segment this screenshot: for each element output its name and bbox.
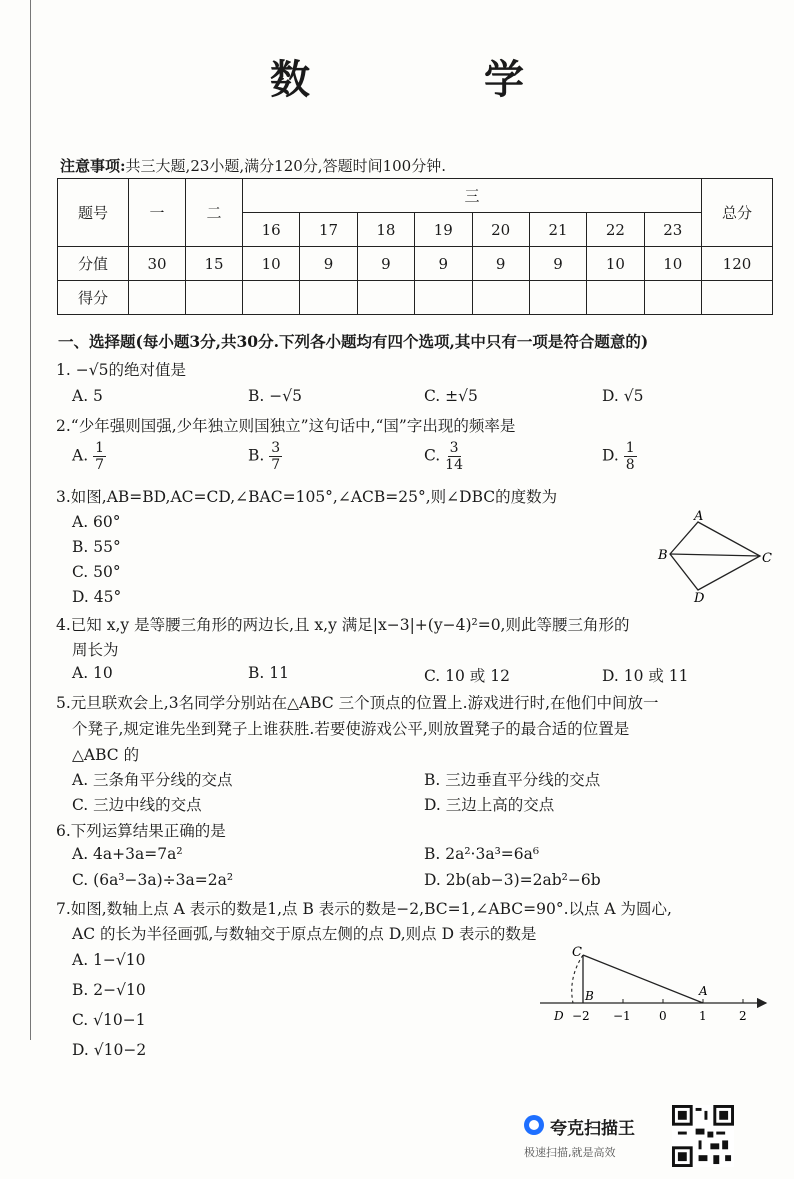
score-input[interactable] xyxy=(415,281,472,315)
q5-stem-line2: 个凳子,规定谁先坐到凳子上谁获胜.若要使游戏公平,则放置凳子的最合适的位置是 xyxy=(72,720,630,738)
cell-sub: 18 xyxy=(357,213,414,247)
q3-figure xyxy=(652,508,782,604)
q7-stem-line2: AC 的长为半径画弧,与数轴交于原点左侧的点 D,则点 D 表示的数是 xyxy=(72,925,537,943)
cell-value: 9 xyxy=(415,247,472,281)
q7-figure xyxy=(538,940,774,1030)
cell-col3: 三 xyxy=(243,179,702,213)
q1-option-b: B. −√5 xyxy=(248,387,302,405)
q6-option-b: B. 2a²·3a³=6a⁶ xyxy=(424,845,540,863)
q7-tick-label: 0 xyxy=(659,1009,667,1023)
q7-option-a: A. 1−√10 xyxy=(72,951,146,969)
q5-option-d: D. 三边上高的交点 xyxy=(424,796,555,814)
q5-option-a: A. 三条角平分线的交点 xyxy=(72,771,233,789)
cell-value: 9 xyxy=(472,247,529,281)
cell-value: 9 xyxy=(300,247,357,281)
q3-label-c: C xyxy=(762,551,772,566)
q2-option-d: D. $\frac{1}{8}$ xyxy=(602,440,635,473)
q6-stem: 6.下列运算结果正确的是 xyxy=(56,822,226,840)
scanner-logo-icon xyxy=(522,1113,546,1137)
cell-sub: 16 xyxy=(243,213,300,247)
notice xyxy=(60,155,446,176)
score-input[interactable] xyxy=(300,281,357,315)
q7-tick-label: −2 xyxy=(572,1009,590,1023)
cell-value: 10 xyxy=(243,247,300,281)
scanner-watermark xyxy=(522,1110,672,1160)
q6-option-d: D. 2b(ab−3)=2ab²−6b xyxy=(424,871,601,889)
q1-option-c: C. ±√5 xyxy=(424,387,478,405)
cell-sub: 20 xyxy=(472,213,529,247)
section-title: 一、选择题(每小题3分,共30分.下列各小题均有四个选项,其中只有一项是符合题意的) xyxy=(58,332,649,351)
q3-option-a: A. 60° xyxy=(72,513,121,531)
q4-option-d: D. 10 或 11 xyxy=(602,667,689,685)
score-table xyxy=(57,178,773,315)
notice-label: 注意事项: xyxy=(60,157,126,175)
page-title: 数 学 xyxy=(270,56,604,103)
q2-option-a: A. $\frac{1}{7}$ xyxy=(72,440,104,473)
q7-stem-line1: 7.如图,数轴上点 A 表示的数是1,点 B 表示的数是−2,BC=1,∠ABC=90°.以点 A 为圆心, xyxy=(56,900,672,918)
cell-sub: 17 xyxy=(300,213,357,247)
score-input[interactable] xyxy=(129,281,186,315)
q4-option-c: C. 10 或 12 xyxy=(424,667,510,685)
q1-stem: 1. −√5的绝对值是 xyxy=(56,361,186,379)
cell-defen-label: 得分 xyxy=(58,281,129,315)
q7-label-c: C xyxy=(572,945,582,960)
cell-value: 30 xyxy=(129,247,186,281)
score-input[interactable] xyxy=(587,281,644,315)
cell-tihao: 题号 xyxy=(58,179,129,247)
cell-fenzhi-label: 分值 xyxy=(58,247,129,281)
cell-value: 120 xyxy=(702,247,773,281)
score-input[interactable] xyxy=(243,281,300,315)
q6-option-a: A. 4a+3a=7a² xyxy=(72,845,183,863)
score-input[interactable] xyxy=(702,281,773,315)
q7-tick-label: −1 xyxy=(613,1009,631,1023)
q4-stem-line2: 周长为 xyxy=(72,641,119,659)
qr-code-icon xyxy=(672,1105,734,1167)
q1-option-d: D. √5 xyxy=(602,387,644,405)
q2-option-c: C. $\frac{3}{14}$ xyxy=(424,440,463,473)
q7-option-c: C. √10−1 xyxy=(72,1011,146,1029)
score-input[interactable] xyxy=(529,281,586,315)
q7-label-a: A xyxy=(699,984,708,998)
q4-option-a: A. 10 xyxy=(72,664,113,682)
q3-option-d: D. 45° xyxy=(72,588,122,606)
q5-stem-line1: 5.元旦联欢会上,3名同学分别站在△ABC 三个顶点的位置上.游戏进行时,在他们中间放一 xyxy=(56,694,659,712)
q5-stem-line3: △ABC 的 xyxy=(72,746,140,764)
q2-stem: 2.“少年强则国强,少年独立则国独立”这句话中,“国”字出现的频率是 xyxy=(56,417,516,435)
q4-option-b: B. 11 xyxy=(248,664,289,682)
cell-sub: 19 xyxy=(415,213,472,247)
q5-option-c: C. 三边中线的交点 xyxy=(72,796,202,814)
scanner-brand: 夸克扫描王 xyxy=(550,1119,635,1139)
cell-value: 10 xyxy=(644,247,701,281)
q3-label-b: B xyxy=(658,548,668,563)
cell-value: 9 xyxy=(529,247,586,281)
scanner-slogan: 极速扫描,就是高效 xyxy=(524,1146,616,1159)
q3-option-b: B. 55° xyxy=(72,538,121,556)
q7-tick-label: 2 xyxy=(739,1009,747,1023)
cell-sub: 23 xyxy=(644,213,701,247)
q1-option-a: A. 5 xyxy=(72,387,103,405)
q3-label-d: D xyxy=(694,591,705,604)
q3-label-a: A xyxy=(694,509,704,524)
score-input[interactable] xyxy=(357,281,414,315)
q2-option-b: B. $\frac{3}{7}$ xyxy=(248,440,281,473)
q7-label-b: B xyxy=(585,989,594,1003)
binding-line xyxy=(30,0,31,1040)
cell-col2: 二 xyxy=(186,179,243,247)
q3-option-c: C. 50° xyxy=(72,563,121,581)
q4-stem-line1: 4.已知 x,y 是等腰三角形的两边长,且 x,y 满足|x−3|+(y−4)²=0,则此等腰三角形的 xyxy=(56,616,630,634)
q7-option-b: B. 2−√10 xyxy=(72,981,146,999)
q7-label-d: D xyxy=(554,1009,564,1023)
q7-tick-label: 1 xyxy=(699,1009,707,1023)
score-input[interactable] xyxy=(472,281,529,315)
q6-option-c: C. (6a³−3a)÷3a=2a² xyxy=(72,871,234,889)
cell-sub: 22 xyxy=(587,213,644,247)
q5-option-b: B. 三边垂直平分线的交点 xyxy=(424,771,601,789)
cell-col1: 一 xyxy=(129,179,186,247)
notice-text: 共三大题,23小题,满分120分,答题时间100分钟. xyxy=(125,157,446,175)
score-input[interactable] xyxy=(186,281,243,315)
q3-stem: 3.如图,AB=BD,AC=CD,∠BAC=105°,∠ACB=25°,则∠DBC的度数为 xyxy=(56,488,558,506)
q7-option-d: D. √10−2 xyxy=(72,1041,147,1059)
cell-value: 10 xyxy=(587,247,644,281)
cell-total: 总分 xyxy=(702,179,773,247)
cell-value: 9 xyxy=(357,247,414,281)
cell-sub: 21 xyxy=(529,213,586,247)
cell-value: 15 xyxy=(186,247,243,281)
score-input[interactable] xyxy=(644,281,701,315)
